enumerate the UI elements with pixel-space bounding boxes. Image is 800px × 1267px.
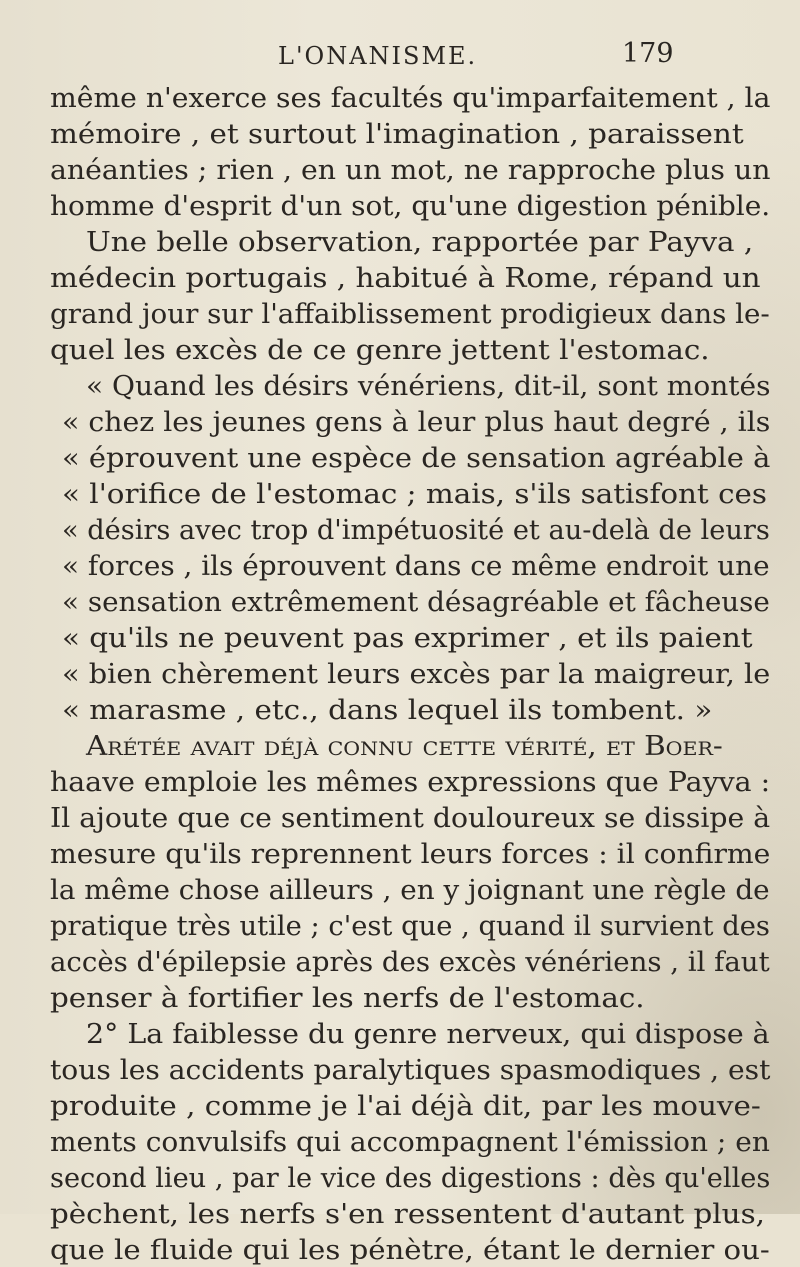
text-line: « qu'ils ne peuvent pas exprimer , et ils paient — [62, 623, 753, 654]
text-line: anéanties ; rien , en un mot, ne rapproche plus un — [50, 155, 771, 186]
text-line: « Quand les désirs vénériens, dit-il, sont montés — [86, 371, 771, 402]
text-line: que le fluide qui les pénètre, étant le dernier ou- — [50, 1235, 770, 1266]
text-line: tous les accidents paralytiques spasmodiques , est — [50, 1055, 771, 1086]
text-line: 2° La faiblesse du genre nerveux, qui dispose à — [86, 1019, 770, 1050]
text-line: pèchent, les nerfs s'en ressentent d'autant plus, — [50, 1199, 766, 1230]
text-line: Arétée avait déjà connu cette vérité, et Boer- — [86, 731, 723, 762]
page-number: 179 — [622, 38, 674, 69]
text-line: « éprouvent une espèce de sensation agréable à — [62, 443, 771, 474]
text-line: haave emploie les mêmes expressions que Payva : — [50, 767, 771, 798]
text-line: « marasme , etc., dans lequel ils tombent. » — [62, 695, 713, 726]
text-line: mesure qu'ils reprennent leurs forces : il confirme — [50, 839, 771, 870]
text-line: Il ajoute que ce sentiment douloureux se dissipe à — [50, 803, 771, 834]
text-line: « chez les jeunes gens à leur plus haut degré , ils — [62, 407, 771, 438]
text-line: « bien chèrement leurs excès par la maigreur, le — [62, 659, 771, 690]
text-line: même n'exerce ses facultés qu'imparfaitement , la — [50, 83, 771, 114]
text-line: second lieu , par le vice des digestions : dès qu'elles — [50, 1163, 771, 1194]
page-header — [0, 38, 800, 78]
text-line: la même chose ailleurs , en y joignant une règle de — [50, 875, 770, 906]
text-line: « sensation extrêmement désagréable et fâcheuse — [62, 587, 770, 618]
text-line: « l'orifice de l'estomac ; mais, s'ils satisfont ces — [62, 479, 767, 510]
text-line: accès d'épilepsie après des excès vénériens , il faut — [50, 947, 770, 978]
text-line: pratique très utile ; c'est que , quand il survient des — [50, 911, 770, 942]
text-line: homme d'esprit d'un sot, qu'une digestion pénible. — [50, 191, 771, 222]
text-line: grand jour sur l'affaiblissement prodigieux dans le- — [50, 299, 770, 330]
text-line: produite , comme je l'ai déjà dit, par les mouve- — [50, 1091, 761, 1122]
text-line: médecin portugais , habitué à Rome, répand un — [50, 263, 761, 294]
text-line: Une belle observation, rapportée par Payva , — [86, 227, 754, 258]
running-title: L'ONANISME. — [278, 42, 478, 70]
text-line: « forces , ils éprouvent dans ce même endroit une — [62, 551, 770, 582]
text-line: ments convulsifs qui accompagnent l'émission ; en — [50, 1127, 770, 1158]
text-line: « désirs avec trop d'impétuosité et au-delà de leurs — [62, 515, 770, 546]
text-line: penser à fortifier les nerfs de l'estomac. — [50, 983, 645, 1014]
text-line: mémoire , et surtout l'imagination , paraissent — [50, 119, 744, 150]
text-line: quel les excès de ce genre jettent l'estomac. — [50, 335, 710, 366]
